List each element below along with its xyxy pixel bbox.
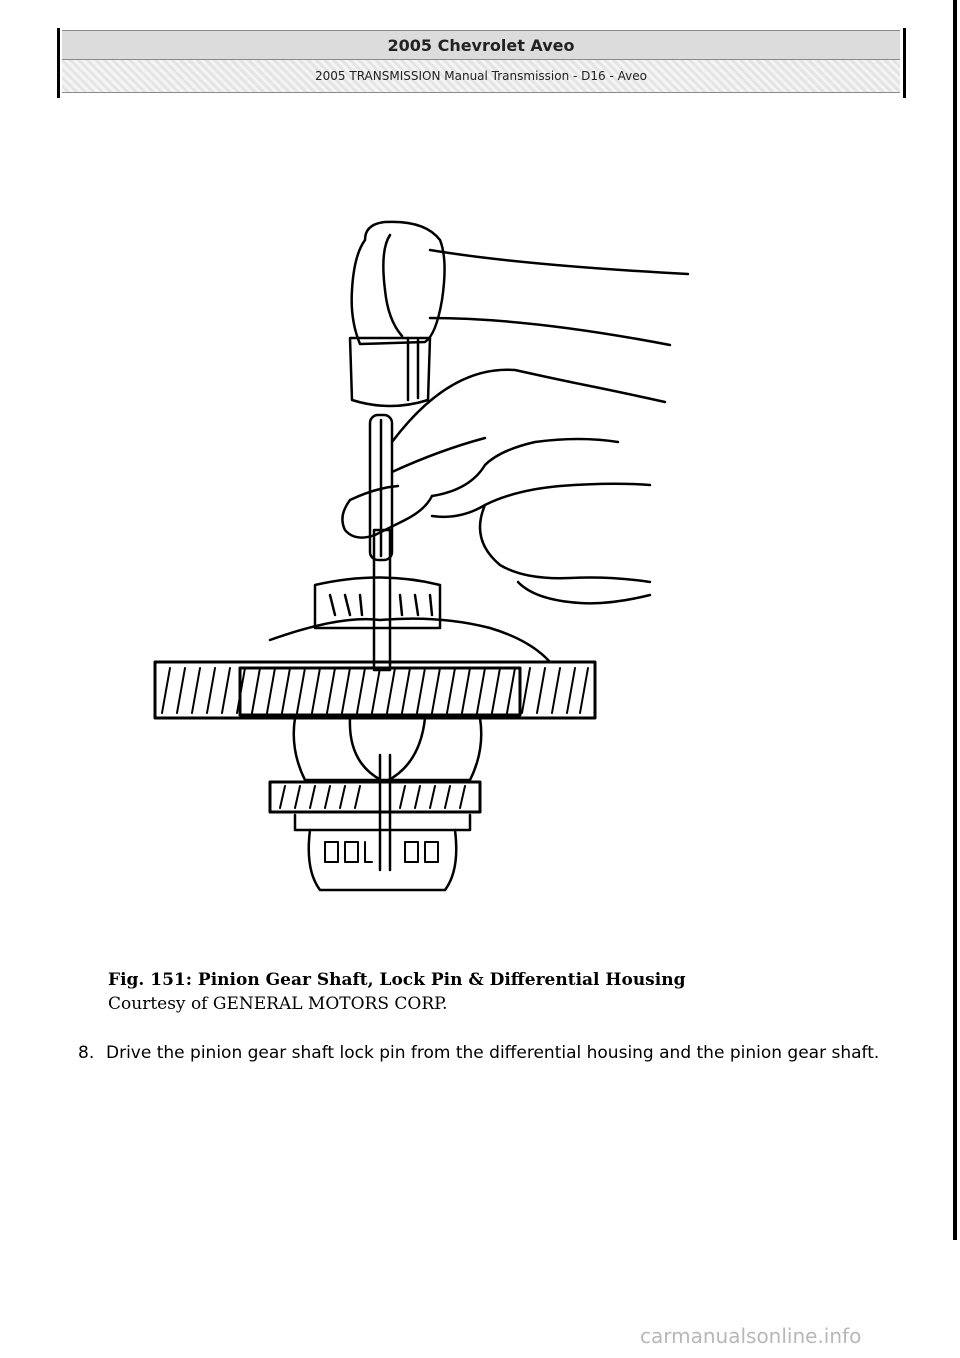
- header-right-rule: [903, 28, 906, 98]
- document-title: 2005 Chevrolet Aveo: [62, 30, 900, 60]
- watermark: carmanualsonline.info: [640, 1324, 862, 1348]
- document-subtitle: 2005 TRANSMISSION Manual Transmission - D16 - Aveo: [62, 60, 900, 93]
- figure-caption-credit: Courtesy of GENERAL MOTORS CORP.: [108, 994, 448, 1014]
- figure-caption: [108, 968, 908, 1016]
- page-edge-rule: [953, 0, 957, 1240]
- pinion-gear-illustration: [140, 210, 700, 910]
- procedure-step: [78, 1040, 898, 1067]
- figure-caption-title: Fig. 151: Pinion Gear Shaft, Lock Pin & Differential Housing: [108, 970, 686, 990]
- step-text: Drive the pinion gear shaft lock pin from the differential housing and the pinion gear shaft.: [106, 1043, 880, 1063]
- step-number: 8.: [78, 1043, 95, 1063]
- header-left-rule: [57, 28, 60, 98]
